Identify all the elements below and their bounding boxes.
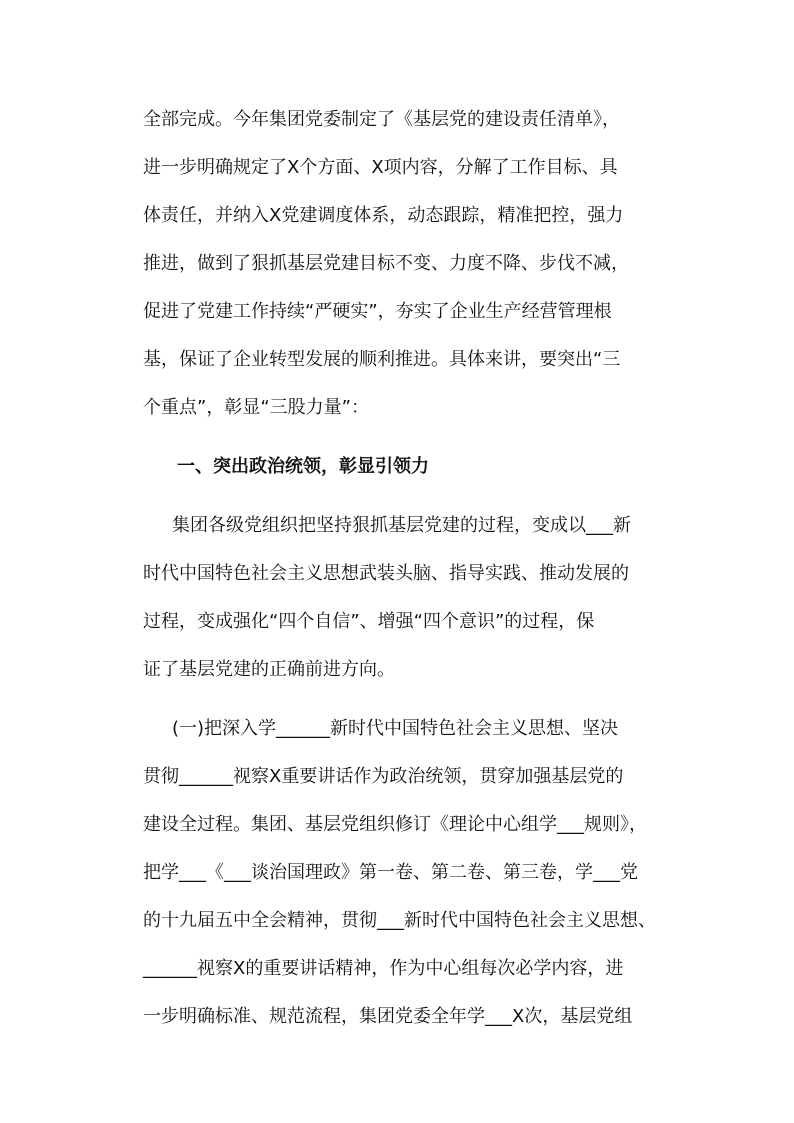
paragraph-2-line-1: 集团各级党组织把坚持狠抓基层党建的过程，变成以___新 <box>172 515 631 536</box>
paragraph-3-line-4: 把学___《___谈治国理政》第一卷、第二卷、第三卷，学___党 <box>143 862 638 883</box>
paragraph-3-line-5: 的十九届五中全会精神，贯彻___新时代中国特色社会主义思想、 <box>143 910 656 931</box>
section-heading: 一、突出政治统领，彰显引领力 <box>177 456 429 477</box>
paragraph-3-line-7: 一步明确标准、规范流程，集团党委全年学___X次，基层党组 <box>143 1006 633 1027</box>
paragraph-1-line-5: 促进了党建工作持续“严硬实”，夯实了企业生产经营管理根 <box>143 301 612 322</box>
paragraph-1-line-7: 个重点”，彰显“三股力量”： <box>143 397 369 418</box>
paragraph-3-line-2: 贯彻______视察X重要讲话作为政治统领，贯穿加强基层党的 <box>143 766 624 787</box>
paragraph-3-line-1: (一)把深入学______新时代中国特色社会主义思想、坚决 <box>172 718 619 739</box>
paragraph-2-line-3: 过程，变成强化“四个自信”、增强“四个意识”的过程，保 <box>143 611 595 632</box>
paragraph-1-line-1: 全部完成。今年集团党委制定了《基层党的建设责任清单》， <box>143 109 620 130</box>
paragraph-2-line-2: 时代中国特色社会主义思想武装头脑、指导实践、推动发展的 <box>143 563 629 584</box>
paragraph-1-line-2: 进一步明确规定了X个方面、X项内容，分解了工作目标、具 <box>143 157 618 178</box>
paragraph-1-line-6: 基，保证了企业转型发展的顺利推进。具体来讲，要突出“三 <box>143 349 621 370</box>
paragraph-1-line-3: 体责任，并纳入X党建调度体系，动态跟踪，精准把控，强力 <box>143 205 624 226</box>
paragraph-2-line-4: 证了基层党建的正确前进方向。 <box>143 659 395 680</box>
paragraph-1-line-4: 推进，做到了狠抓基层党建目标不变、力度不降、步伐不减， <box>143 253 629 274</box>
paragraph-3-line-3: 建设全过程。集团、基层党组织修订《理论中心组学___规则》， <box>143 814 647 835</box>
paragraph-3-line-6: ______视察X的重要讲话精神，作为中心组每次必学内容，进 <box>143 958 624 979</box>
